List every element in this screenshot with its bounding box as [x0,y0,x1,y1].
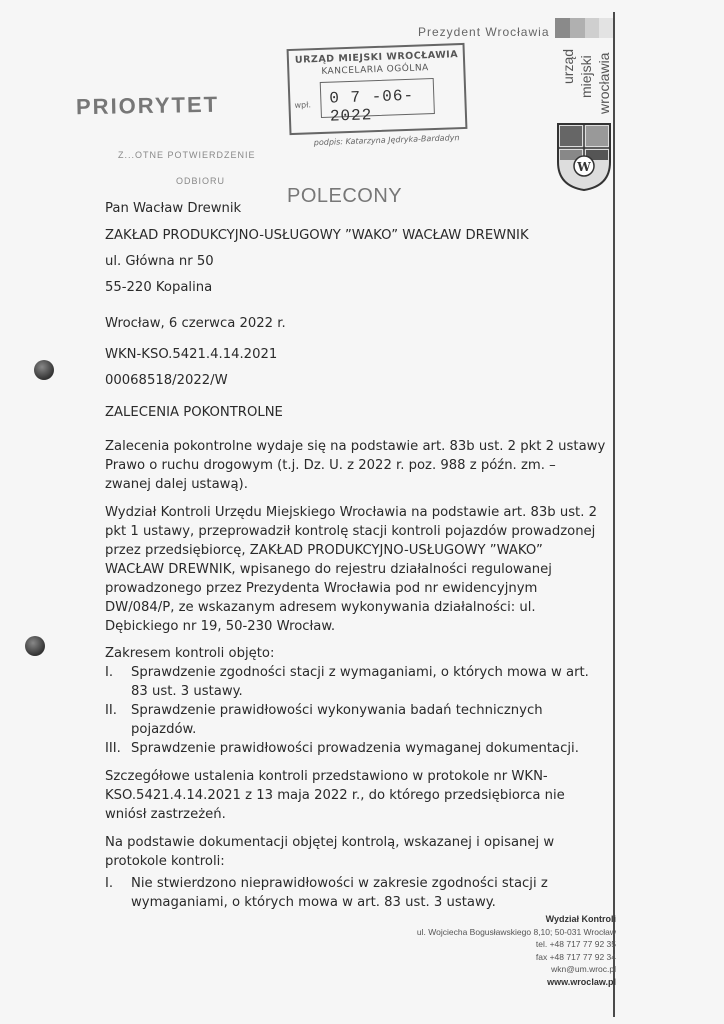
list-item-number: II. [105,703,117,718]
list-item-text: Sprawdzenie zgodności stacji z wymaganiami, o których mowa w art. [131,665,589,680]
footer-email[interactable]: wkn@um.wroc.pl [551,964,616,974]
footer-fax: fax +48 717 77 92 34 [535,951,616,962]
list-item-number: I. [105,665,114,680]
p2-line6: DW/084/P, ze wskazanym adresem wykonywania działalności: ul. [105,600,536,615]
finding-text: Nie stwierdzono nieprawidłowości w zakresie zgodności stacji z [131,876,548,891]
list-item-text: Sprawdzenie prawidłowości prowadzenia wymaganej dokumentacji. [131,741,579,756]
p2-line3: przez przedsiębiorcę, ZAKŁAD PRODUKCYJNO-USŁUGOWY ”WAKO” [105,543,543,558]
p3-line3: wniósł zastrzeżeń. [105,807,226,822]
recipient-company: ZAKŁAD PRODUKCYJNO-USŁUGOWY ”WAKO” WACŁAW DREWNIK [105,228,529,243]
p3-line2: KSO.5421.4.14.2021 z 13 maja 2022 r., do którego przedsiębiorca nie [105,788,565,803]
finding-item [105,874,548,910]
footer-web[interactable]: www.wroclaw.pl [547,976,616,987]
margin-rule [613,12,615,1017]
place-date: Wrocław, 6 czerwca 2022 r. [105,316,286,331]
brand-color-bars [555,18,613,38]
p2-line7: Dębickiego nr 19, 50-230 Wrocław. [105,619,336,634]
p4-line1: Na podstawie dokumentacji objętej kontrolą, wskazanej i opisanej w [105,835,555,850]
recipient-city: 55-220 Kopalina [105,280,213,295]
stamp-signature-line: podpis: Katarzyna Jędryka-Bardadyn [313,133,460,148]
stamp-office-dept: KANCELARIA OGÓLNA [321,63,429,77]
p1-line2: Prawo o ruchu drogowym (t.j. Dz. U. z 2022 r. poz. 988 z późn. zm. – [105,458,556,473]
stamp-date-box [320,78,435,126]
p2-line2: pkt 1 ustawy, przeprowadził kontrolę stacji kontroli pojazdów prowadzonej [105,524,596,539]
punch-hole-top [34,360,54,380]
finding-text-cont: wymaganiami, o których mowa w art. 83 ust. 3 ustawy. [131,895,496,910]
p3-line1: Szczegółowe ustalenia kontroli przedstawiono w protokole nr WKN- [105,769,548,784]
footer-dept: Wydział Kontroli [545,914,616,924]
stamp-office-name: URZĄD MIEJSKI WROCŁAWIA [294,49,459,66]
stamp-polecony: POLECONY [287,185,403,207]
stamp-date: 0 7 -06- 2022 [328,86,415,126]
svg-text:W: W [577,160,591,174]
stamp-priorytet: PRIORYTET [75,91,220,120]
recipient-street: ul. Główna nr 50 [105,254,214,269]
recipient-name: Pan Wacław Drewnik [105,201,242,216]
stamp-zpo-line1: Z...OTNE POTWIERDZENIE [118,150,256,160]
brand-word-1: urząd [560,48,576,84]
document-heading: ZALECENIA POKONTROLNE [105,405,283,420]
finding-number: I. [105,876,114,891]
p1-line1: Zalecenia pokontrolne wydaje się na podstawie art. 83b ust. 2 pkt 2 ustawy [105,439,606,454]
header-title: Prezydent Wrocławia [418,25,550,39]
p4-line2: protokole kontroli: [105,854,225,869]
p1-line3: zwanej dalej ustawą). [105,477,248,492]
punch-hole-bottom [25,636,45,656]
p2-line1: Wydział Kontroli Urzędu Miejskiego Wrocławia na podstawie art. 83b ust. 2 [105,505,598,520]
footer-tel: tel. +48 717 77 92 35 [535,939,616,949]
stamp-zpo-line2: ODBIORU [176,176,226,186]
footer-address: ul. Wojciecha Bogusławskiego 8,10; 50-031 Wrocław [416,926,616,937]
list-item [105,663,589,699]
list-item [105,701,543,737]
city-crest-icon [556,122,612,192]
p2-line4: WACŁAW DREWNIK, wpisanego do rejestru działalności regulowanej [105,562,552,577]
stamp-wpl-label: wpł. [294,100,312,110]
office-receipt-stamp [287,43,468,148]
brand-word-2: miejski [578,55,594,98]
footer-contact [417,913,616,988]
case-reference: WKN-KSO.5421.4.14.2021 [105,347,278,362]
list-item-text: Sprawdzenie prawidłowości wykonywania badań technicznych [131,703,543,718]
list-item [105,739,579,758]
brand-word-3: wrocławia [596,52,612,114]
list-item-text-cont: 83 ust. 3 ustawy. [131,684,243,699]
list-item-text-cont: pojazdów. [131,722,197,737]
p2-line5: prowadzonego przez Prezydenta Wrocławia pod nr ewidencyjnym [105,581,538,596]
scope-intro: Zakresem kontroli objęto: [105,646,275,661]
list-item-number: III. [105,741,121,756]
document-number: 00068518/2022/W [105,373,228,388]
